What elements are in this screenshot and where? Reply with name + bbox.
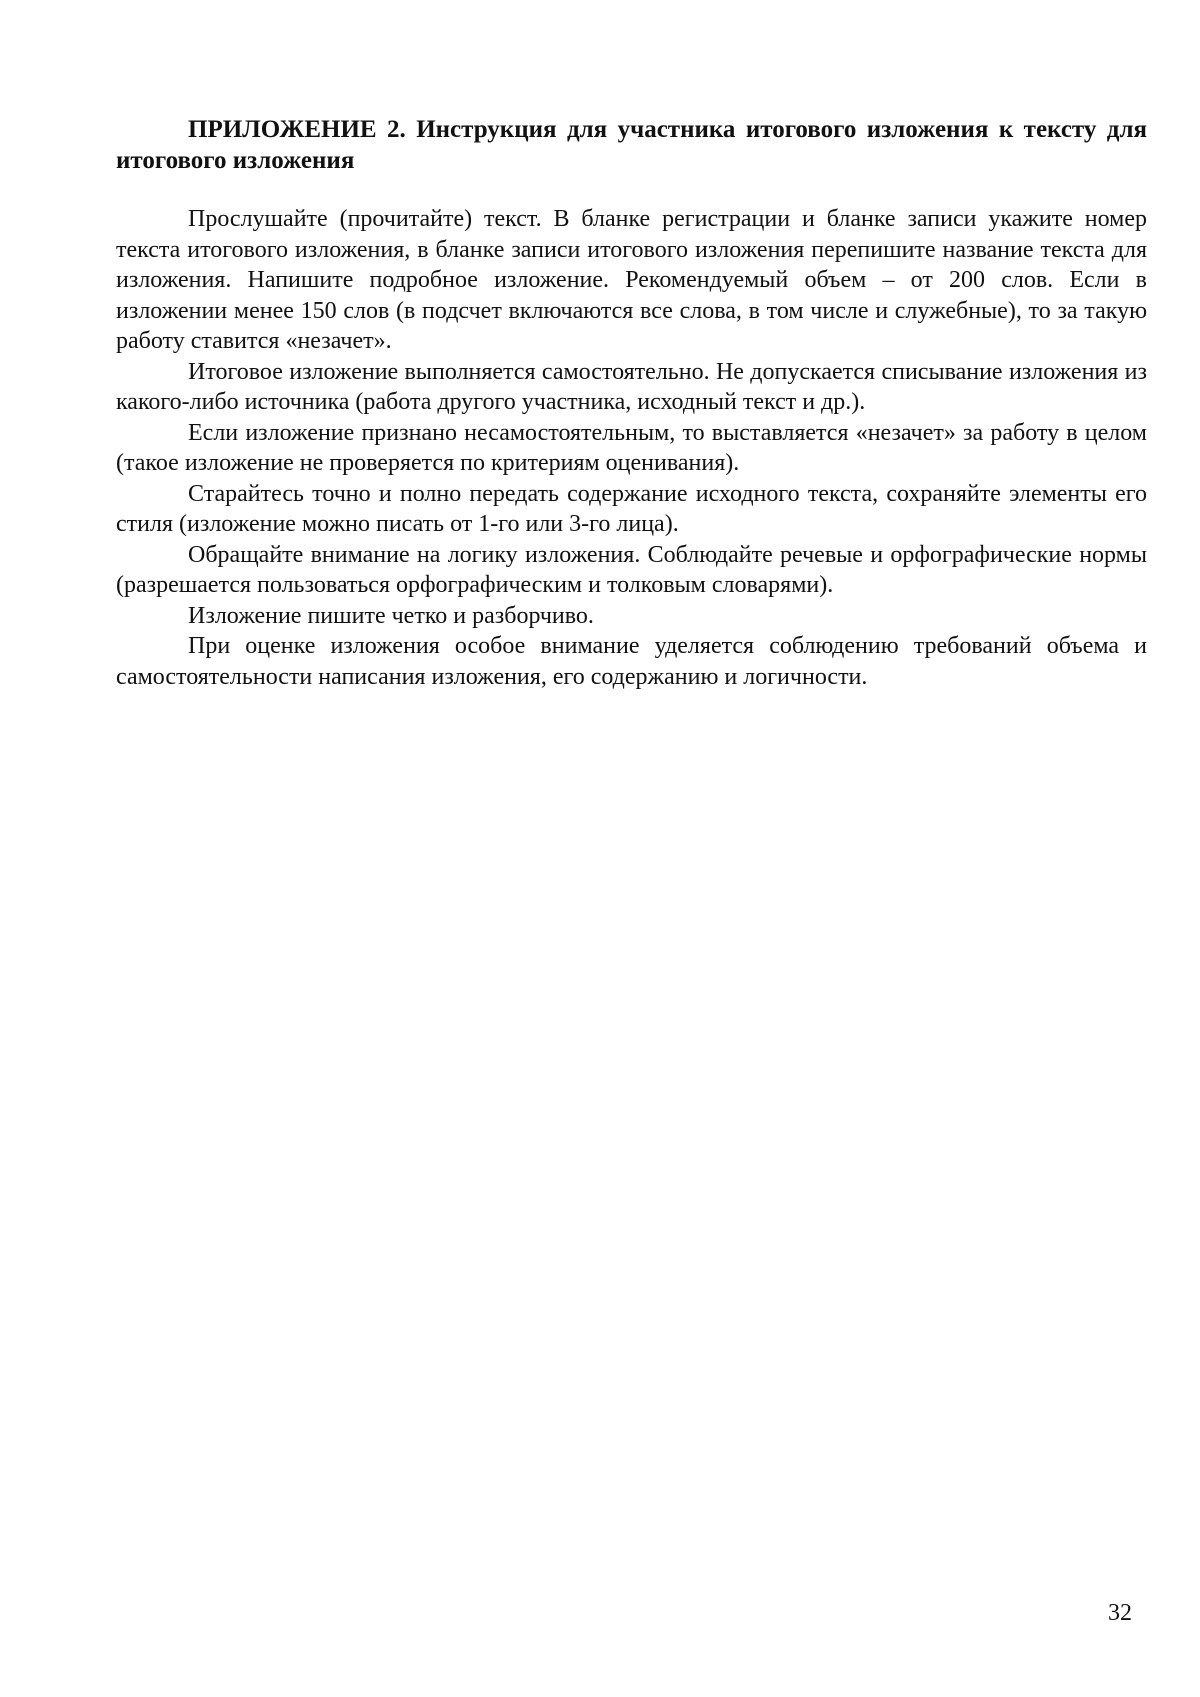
paragraph-logic-and-norms: Обращайте внимание на логику изложения. Соблюдайте речевые и орфографические нормы (разрешается пользоваться орфографическим и толковым словарями). [116,541,1147,598]
document-page [116,114,1147,692]
paragraph-write-clearly: Изложение пишите четко и разборчиво. [188,602,594,629]
paragraph-listen-and-write: Прослушайте (прочитайте) текст. В бланке регистрации и бланке записи укажите номер текста итогового изложения, в бланке записи итогового изложения перепишите название текста для изложения. Напишите подробное изложение. Рекомендуемый объем – от 200 слов. Если в изложении менее 150 слов (в подсчет включаются все слова, в том числе и служебные), то за такую работу ставится «незачет». [116,206,1147,354]
paragraph-independent-work: Итоговое изложение выполняется самостоятельно. Не допускается списывание изложения из какого-либо источника (работа другого участника, исходный текст и др.). [116,358,1147,415]
paragraph-convey-content: Старайтесь точно и полно передать содержание исходного текста, сохраняйте элементы его стиля (изложение можно писать от 1-го или 3-го лица). [116,480,1147,537]
appendix-heading: ПРИЛОЖЕНИЕ 2. Инструкция для участника итогового изложения к тексту для итогового изложения [116,116,1147,174]
paragraph-non-independent-fail: Если изложение признано несамостоятельным, то выставляется «незачет» за работу в целом (такое изложение не проверяется по критериям оценивания). [116,419,1147,476]
paragraph-assessment: При оценке изложения особое внимание уделяется соблюдению требований объема и самостоятельности написания изложения, его содержанию и логичности. [116,633,1147,690]
page-number: 32 [1108,1600,1132,1626]
